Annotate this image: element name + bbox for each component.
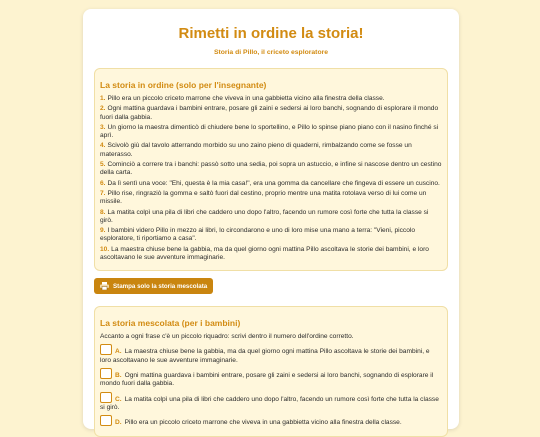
story-item-number: 6.: [100, 179, 106, 187]
mixed-story-section: [94, 306, 448, 437]
story-item-number: 3.: [100, 123, 106, 131]
story-item: [100, 227, 442, 244]
story-item-number: 5.: [100, 161, 106, 169]
mixed-item-letter: B.: [115, 371, 122, 379]
mixed-item-letter: C.: [115, 395, 122, 403]
story-item: [100, 209, 442, 226]
story-item: [100, 246, 442, 263]
story-item: [100, 142, 442, 159]
print-button-label: Stampa solo la storia mescolata: [113, 282, 208, 290]
mixed-item: [100, 368, 442, 389]
print-mixed-story-button[interactable]: [94, 278, 213, 294]
answer-box[interactable]: [100, 415, 112, 426]
story-item-number: 1.: [100, 95, 106, 102]
mixed-item: [100, 344, 442, 365]
mixed-item-text: Pillo era un piccolo criceto marrone che viveva in una gabbietta vicino alla finestra della classe.: [124, 419, 402, 427]
story-item: [100, 161, 442, 178]
story-item-text: Cominciò a correre tra i banchi: passò sotto una sedia, poi sopra un astuccio, e infine si nascose dentro un cestino della carta.: [100, 161, 442, 177]
ordered-story-list: [100, 95, 442, 262]
story-item: [100, 124, 442, 141]
ordered-story-title: La storia in ordine (solo per l'insegnante): [100, 80, 267, 90]
mixed-item-text: La matita colpì una pila di libri che caddero uno dopo l'altro, facendo un rumore così forte che tutta la classe si girò.: [100, 395, 439, 411]
story-item: [100, 190, 442, 207]
mixed-item-text: La maestra chiuse bene la gabbia, ma da quel giorno ogni mattina Pillo ascoltava le storie dei bambini, e loro ascoltavano le sue avventure immaginarie.: [100, 348, 430, 364]
story-item-text: Pillo era un piccolo criceto marrone che viveva in una gabbietta vicino alla finestra della classe.: [107, 95, 385, 102]
answer-box[interactable]: [100, 344, 112, 355]
story-item-number: 10.: [100, 245, 110, 253]
story-item-number: 7.: [100, 189, 106, 197]
story-item-number: 4.: [100, 142, 106, 150]
story-item-text: I bambini videro Pillo in mezzo ai libri, lo circondarono e uno di loro mise una mano a terra: "Vieni, piccolo esploratore, ti riportiamo a casa".: [100, 227, 416, 243]
story-item-number: 8.: [100, 208, 106, 216]
mixed-item: [100, 415, 442, 427]
story-item: [100, 180, 442, 188]
answer-box[interactable]: [100, 368, 112, 379]
printer-icon: [100, 282, 109, 290]
story-item-text: Pillo rise, ringraziò la gomma e saltò fuori dal cestino, proprio mentre una matita rotolava verso di lui come un missile.: [100, 189, 427, 206]
mixed-story-list: [100, 344, 442, 427]
mixed-story-instructions: Accanto a ogni frase c'è un piccolo riquadro: scrivi dentro il numero dell'ordine corretto.: [100, 333, 354, 341]
mixed-item-text: Ogni mattina guardava i bambini entrare, posare gli zaini e sedersi ai loro banchi, sognando di esplorare il mondo fuori dalla gabbia.: [100, 371, 434, 388]
story-item-text: Un giorno la maestra dimenticò di chiudere bene lo sportellino, e Pillo lo spinse piano piano con il nasino finché si aprì.: [100, 123, 439, 140]
ordered-story-section: [94, 68, 448, 271]
answer-box[interactable]: [100, 392, 112, 403]
story-item-number: 2.: [100, 105, 106, 113]
page-title: Rimetti in ordine la storia!: [178, 25, 364, 42]
mixed-item-letter: D.: [115, 419, 122, 427]
story-item-text: Scivolò giù dal tavolo atterrando morbido su uno zaino pieno di quaderni, rimbalzando come se fosse un materasso.: [100, 142, 412, 158]
story-item: [100, 105, 442, 122]
mixed-story-title: La storia mescolata (per i bambini): [100, 318, 241, 329]
mixed-item-letter: A.: [115, 348, 122, 356]
story-item-text: Ogni mattina guardava i bambini entrare, posare gli zaini e sedersi ai loro banchi, sognando di esplorare il mondo fuori dalla gabbia.: [100, 105, 439, 121]
story-item-number: 9.: [100, 227, 106, 235]
mixed-item: [100, 392, 442, 413]
worksheet-card: [83, 9, 459, 429]
story-item-text: La matita colpì una pila di libri che caddero uno dopo l'altro, facendo un rumore così forte che tutta la classe si girò.: [100, 208, 429, 224]
story-item-text: Da lì sentì una voce: "Ehi, questa è la mia casa!", era una gomma da cancellare che fingeva di essere un cuscino.: [107, 179, 440, 187]
page-subtitle: Storia di Pillo, il criceto esploratore: [213, 49, 329, 56]
story-item-text: La maestra chiuse bene la gabbia, ma da quel giorno ogni mattina Pillo ascoltava le storie dei bambini, e loro ascoltavano le sue avventure immaginarie.: [100, 245, 429, 262]
story-item: [100, 95, 442, 103]
